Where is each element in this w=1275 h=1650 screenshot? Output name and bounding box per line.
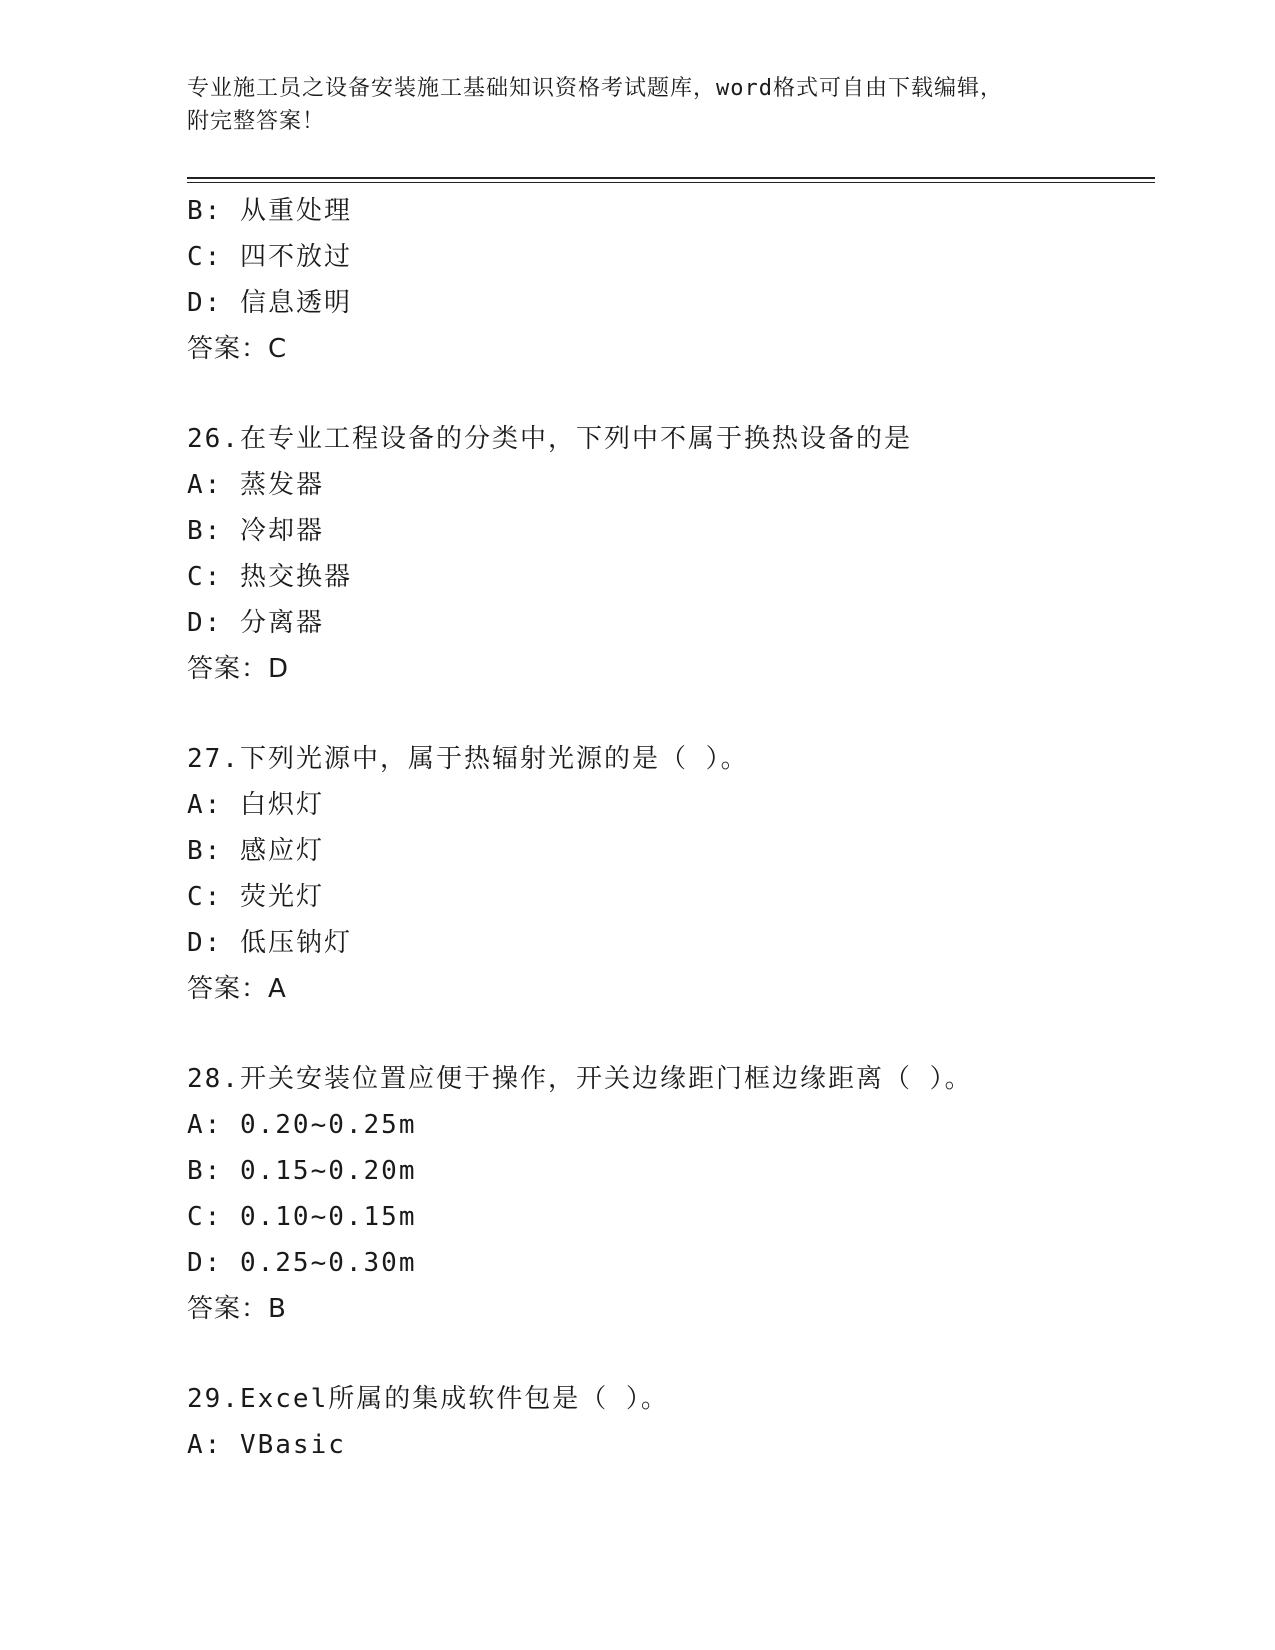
document-header xyxy=(187,72,1067,138)
answer-line xyxy=(187,326,1147,372)
question-text: 27.下列光源中，属于热辐射光源的是（ ）。 xyxy=(187,744,749,774)
question-text: 29.Excel所属的集成软件包是（ ）。 xyxy=(187,1384,669,1414)
header-line-1: 专业施工员之设备安装施工基础知识资格考试题库，word格式可自由下载编辑， xyxy=(187,76,1003,101)
option-line: D: 0.25~0.30m xyxy=(187,1248,417,1278)
answer-value: C xyxy=(268,334,289,364)
option-line: A: 白炽灯 xyxy=(187,790,324,820)
answer-value: A xyxy=(268,974,288,1004)
option-line: B: 感应灯 xyxy=(187,836,324,866)
option-line: A: 0.20~0.25m xyxy=(187,1110,417,1140)
answer-label: 答案： xyxy=(187,974,269,1004)
option-line: A: VBasic xyxy=(187,1430,346,1460)
answer-value: B xyxy=(268,1294,288,1324)
answer-value: D xyxy=(268,654,291,684)
option-line: C: 荧光灯 xyxy=(187,882,324,912)
answer-line xyxy=(187,646,1147,692)
option-line: A: 蒸发器 xyxy=(187,470,324,500)
option-line: B: 从重处理 xyxy=(187,196,352,226)
option-line: D: 分离器 xyxy=(187,608,324,638)
question-content xyxy=(187,188,1147,1468)
answer-label: 答案： xyxy=(187,334,269,364)
option-line: C: 热交换器 xyxy=(187,562,352,592)
answer-line xyxy=(187,966,1147,1012)
question-text: 26.在专业工程设备的分类中，下列中不属于换热设备的是 xyxy=(187,424,912,454)
header-line-2: 附完整答案！ xyxy=(187,109,326,134)
option-line: B: 冷却器 xyxy=(187,516,324,546)
option-line: D: 低压钠灯 xyxy=(187,928,352,958)
answer-label: 答案： xyxy=(187,654,269,684)
header-rule-thin xyxy=(187,182,1155,183)
option-line: C: 四不放过 xyxy=(187,242,352,272)
answer-line xyxy=(187,1286,1147,1332)
header-rule-thick xyxy=(187,177,1155,179)
option-line: D: 信息透明 xyxy=(187,288,352,318)
option-line: B: 0.15~0.20m xyxy=(187,1156,417,1186)
question-text: 28.开关安装位置应便于操作，开关边缘距门框边缘距离（ ）。 xyxy=(187,1064,973,1094)
option-line: C: 0.10~0.15m xyxy=(187,1202,417,1232)
answer-label: 答案： xyxy=(187,1294,269,1324)
